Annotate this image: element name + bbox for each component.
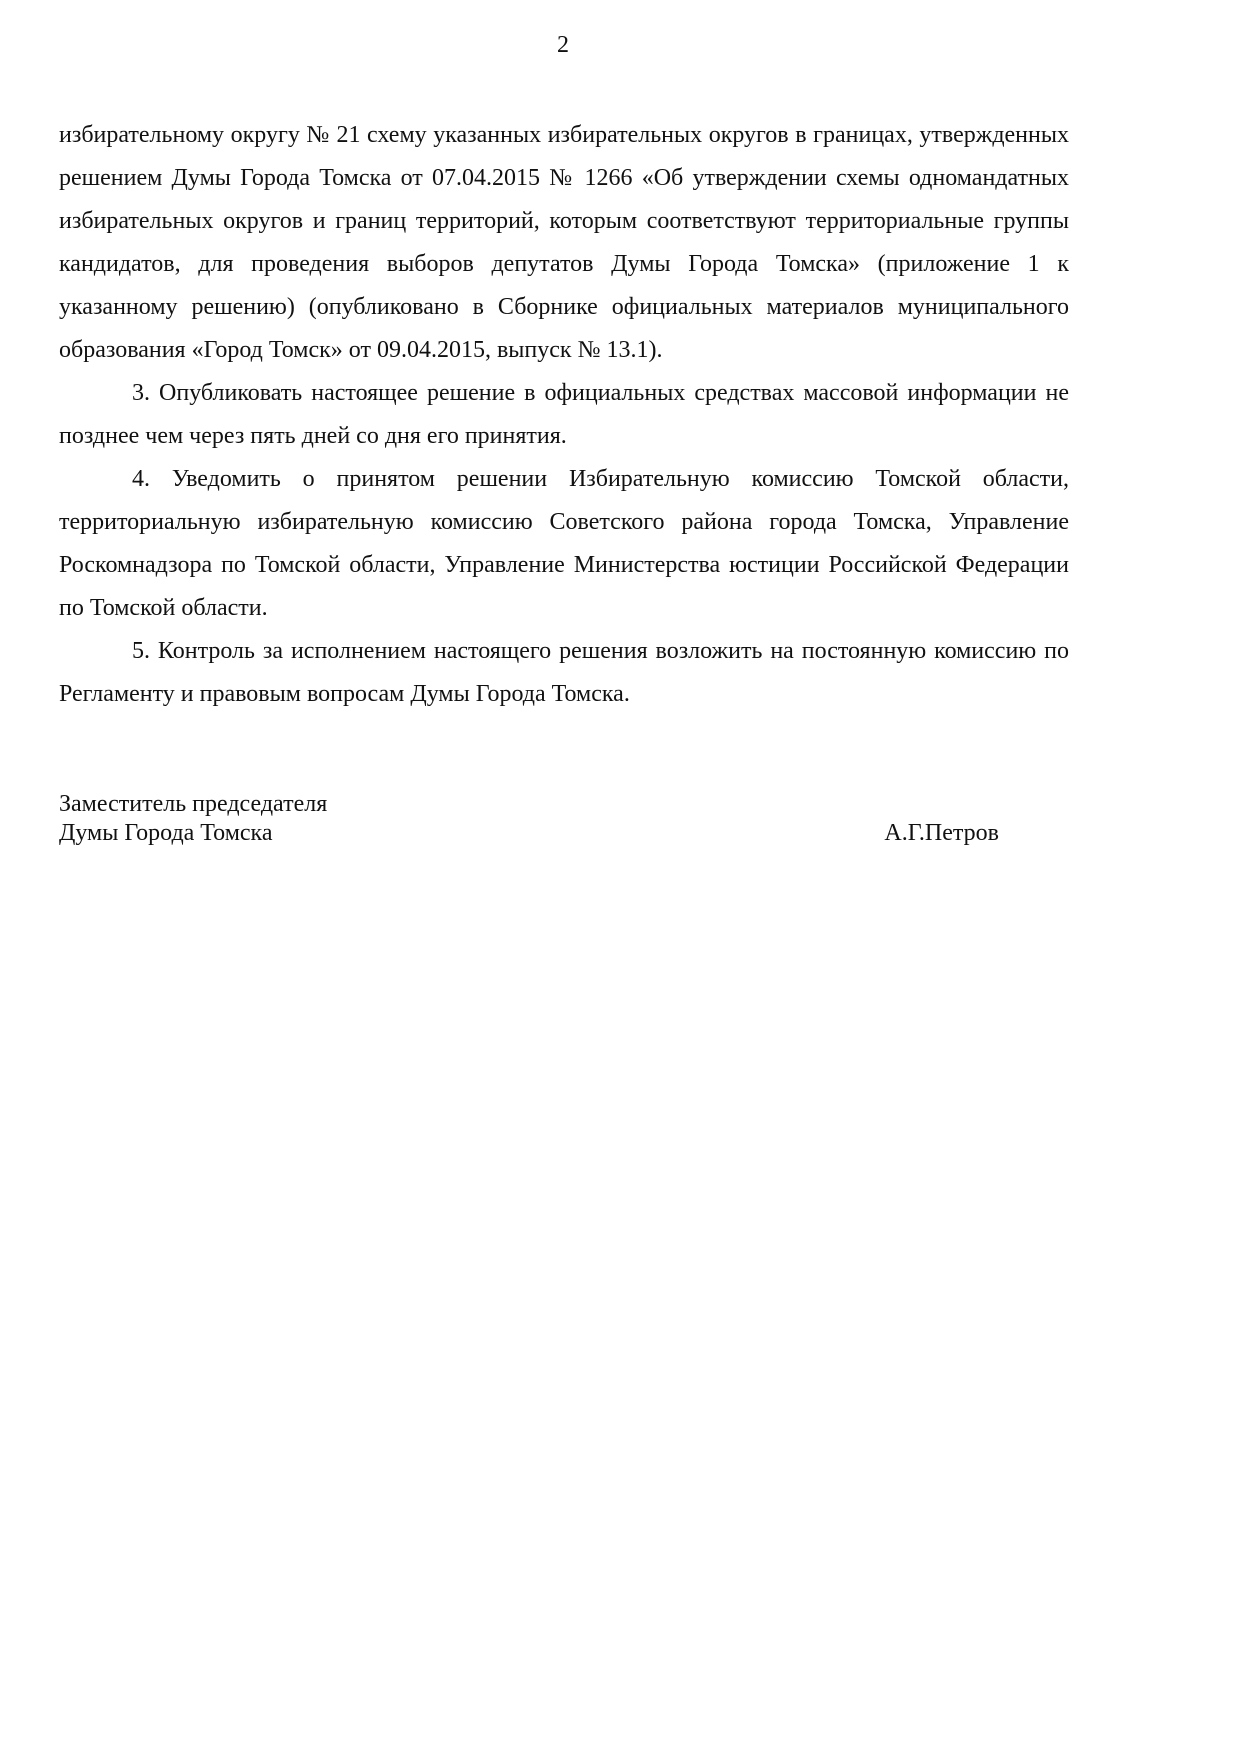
signature-block <box>59 790 999 848</box>
signatory-position-line2: Думы Города Томска <box>59 820 273 846</box>
paragraph-item-5: 5. Контроль за исполнением настоящего решения возложить на постоянную комиссию по Регламенту и правовым вопросам Думы Города Томска. <box>59 638 1069 707</box>
paragraph-item-3: 3. Опубликовать настоящее решение в официальных средствах массовой информации не позднее чем через пять дней со дня его принятия. <box>59 380 1069 449</box>
paragraph-item-4: 4. Уведомить о принятом решении Избирательную комиссию Томской области, территориальную избирательную комиссию Советского района города Томска, Управление Роскомнадзора по Томской области, Управление Министерства юстиции Российской Федерации по Томской области. <box>59 466 1069 621</box>
page-number: 2 <box>557 32 569 58</box>
signature-row <box>59 819 999 848</box>
paragraph-continuation: избирательному округу № 21 схему указанных избирательных округов в границах, утвержденных решением Думы Города Томска от 07.04.2015 № 1266 «Об утверждении схемы одномандатных избирательных округов и границ территорий, которым соответствуют территориальные группы кандидатов, для проведения выборов депутатов Думы Города Томска» (приложение 1 к указанному решению) (опубликовано в Сборнике официальных материалов муниципального образования «Город Томск» от 09.04.2015, выпуск № 13.1). <box>59 122 1069 363</box>
signatory-name: А.Г.Петров <box>884 820 999 846</box>
signatory-position-line1: Заместитель председателя <box>59 791 328 817</box>
document-body <box>59 114 1069 716</box>
